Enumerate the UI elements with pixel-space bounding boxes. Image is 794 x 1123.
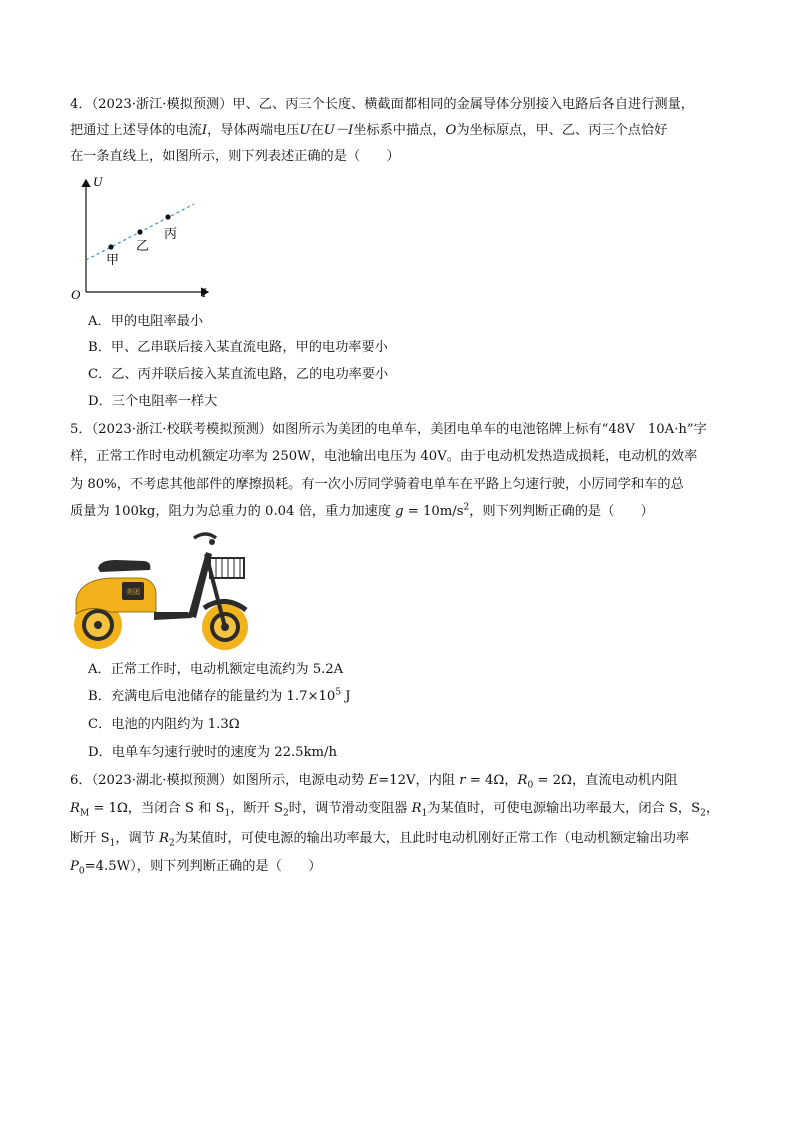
origin-label: O bbox=[71, 287, 81, 302]
seat bbox=[98, 560, 150, 572]
scooter-logo: 美团 bbox=[126, 588, 140, 596]
q5-option-a: A．正常工作时，电动机额定电流约为 5.2A bbox=[88, 662, 344, 677]
q5-option-d: D．电单车匀速行驶时的速度为 22.5km/h bbox=[88, 745, 337, 760]
q5-option-c: C．电池的内阻约为 1.3Ω bbox=[88, 717, 240, 732]
handlebar bbox=[194, 534, 216, 538]
q6-stem-line1: 6．（2023·湖北·模拟预测）如图所示，电源电动势 E=12V，内阻 r = 4Ω，$R_0 = 2\Omega$，直流电动机内阻 bbox=[70, 773, 678, 791]
q4-stem-line1: 4．（2023·浙江·模拟预测）甲、乙、丙三个长度、横截面都相同的金属导体分别接入电路后各自进行测量， bbox=[70, 97, 694, 112]
scooter-illustration bbox=[70, 528, 255, 656]
q4-option-d: D．三个电阻率一样大 bbox=[88, 394, 218, 409]
q4-stem-line3: 在一条直线上，如图所示，则下列表述正确的是（ ） bbox=[70, 149, 400, 164]
label-yi: 乙 bbox=[136, 239, 150, 254]
label-bing: 丙 bbox=[164, 227, 178, 242]
label-jia: 甲 bbox=[106, 253, 120, 268]
i-axis-label: I bbox=[202, 285, 207, 300]
q6-stem-line3: 断开 $S_1$，调节 $R_2$为某值时，可使电源的输出功率最大，且此时电动机刚好正常工作（电动机额定输出功率 bbox=[70, 831, 690, 849]
point-bing bbox=[165, 214, 170, 219]
point-jia bbox=[108, 244, 113, 249]
u-axis-label: U bbox=[93, 174, 103, 189]
q5-stem-line2: 样，正常工作时电动机额定功率为 250W，电池输出电压为 40V。由于电动机发热造成损耗，电动机的效率 bbox=[70, 449, 698, 464]
q5-stem-line3: 为 80%，不考虑其他部件的摩擦损耗。有一次小厉同学骑着电单车在平路上匀速行驶，小厉同学和车的总 bbox=[70, 477, 684, 492]
q5-stem-line1: 5．（2023·浙江·校联考模拟预测）如图所示为美团的电单车，美团电单车的电池铭牌上标有“48V 10A·h”字 bbox=[70, 422, 707, 437]
u-i-graph bbox=[68, 172, 218, 302]
q4-option-b: B．甲、乙串联后接入某直流电路，甲的电功率要小 bbox=[88, 340, 388, 355]
q5-option-b: B．充满电后电池储存的能量约为 $1.7\times 10^5$ J bbox=[88, 687, 351, 704]
q4-option-c: C．乙、丙并联后接入某直流电路，乙的电功率要小 bbox=[88, 367, 389, 382]
point-yi bbox=[137, 229, 142, 234]
q4-option-a: A．甲的电阻率最小 bbox=[88, 314, 204, 329]
front-basket bbox=[210, 558, 244, 578]
footboard bbox=[154, 612, 192, 620]
q5-stem-line4: 质量为 100kg，阻力为总重力的 0.04 倍，重力加速度 $g = 10m/s^2$，则下列判断正确的是（ ） bbox=[70, 502, 654, 519]
q6-stem-line4: $P_0=4.5W$），则下列判断正确的是（ ） bbox=[70, 859, 322, 877]
q6-stem-line2: $R_M = 1\Omega$，当闭合 S 和 $S_1$，断开 $S_2$时，调节滑动变阻器 $R_1$为某值时，可使电源输出功率最大，闭合 S，$S_2$， bbox=[70, 801, 720, 819]
q4-stem-line2: 把通过上述导体的电流I，导体两端电压U在U－I坐标系中描点，O为坐标原点，甲、乙、丙三个点恰好 bbox=[70, 123, 668, 138]
